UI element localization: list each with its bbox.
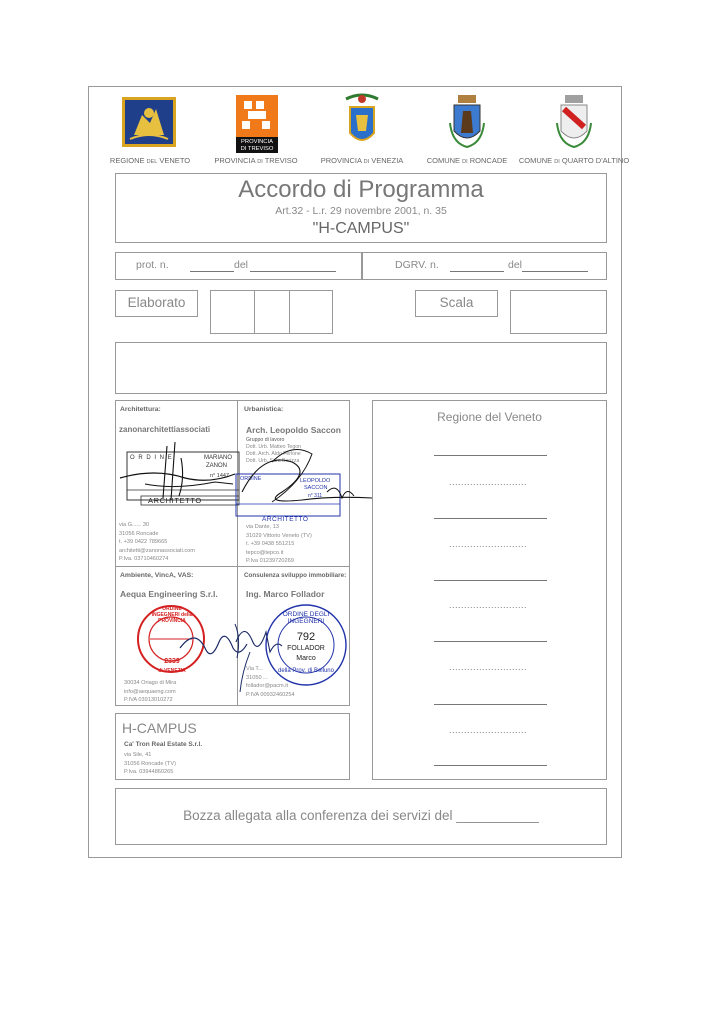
credits-horizontal-divider: [115, 566, 350, 567]
ambiente-stamp-text: di VENEZIA: [158, 668, 186, 674]
prot-date-field[interactable]: [250, 271, 336, 272]
urbanistica-firm: Arch. Leopoldo Saccon: [246, 425, 341, 435]
provincia-venezia-logo: [340, 93, 384, 153]
approval-line: [434, 455, 547, 456]
consulenza-firm: Ing. Marco Follador: [246, 589, 325, 599]
page-title: Accordo di Programma: [238, 176, 484, 203]
elaborato-divider: [254, 290, 255, 334]
consulenza-stamp-text: della Prov. di Belluno: [278, 668, 334, 674]
approval-line: [434, 518, 547, 519]
consulenza-heading: Consulenza sviluppo immobiliare:: [244, 572, 347, 579]
urbanistica-address: via Dante, 13 31029 Vittorio Veneto (TV) t. +39 0438 551215 tepco@tepco.it P.Iva 01239720269: [246, 524, 312, 565]
consulenza-stamp-text: Marco: [296, 655, 316, 662]
elaborato-divider: [289, 290, 290, 334]
architettura-address: via G...... 30 31056 Roncade t. +39 0422 789665 architetti@zanonassociati.com P.Iva. 03710460274: [119, 522, 195, 563]
approval-dots: ..........................: [449, 600, 528, 610]
description-box: [115, 342, 607, 394]
approval-line: [434, 641, 547, 642]
urbanistica-team: Gruppo di lavoro Dott. Urb. Matteo Tegon Dott. Arch. Aldo Ferlone Dott. Urb. Sara Barizza: [246, 437, 301, 464]
dgrv-label: DGRV. n.: [395, 259, 439, 271]
approval-dots: ..........................: [449, 662, 528, 672]
approval-line: [434, 765, 547, 766]
approval-dots: ..........................: [449, 477, 528, 487]
consulenza-stamp-text: 792: [296, 631, 316, 643]
ambiente-heading: Ambiente, VincA, VAS:: [120, 572, 194, 579]
provincia-venezia-caption: PROVINCIA DI VENEZIA: [320, 156, 404, 165]
regione-veneto-caption: REGIONE DEL VENETO: [109, 156, 191, 165]
footer-text: Bozza allegata alla conferenza dei servizi del ___________: [183, 808, 539, 823]
regione-veneto-logo: [120, 95, 178, 151]
approval-line: [434, 704, 547, 705]
architettura-stamp-text: O R D I N E: [130, 455, 173, 461]
elaborato-code-box: [210, 290, 333, 334]
treviso-badge-text: PROVINCIA DI TREVISO: [240, 139, 274, 152]
saccon-signature: [232, 442, 382, 522]
dgrv-date-field[interactable]: [522, 271, 588, 272]
urbanistica-heading: Urbanistica:: [244, 406, 284, 413]
approval-line: [434, 580, 547, 581]
client-title: H-CAMPUS: [122, 720, 197, 736]
architettura-firm: zanonarchitettiassociati: [119, 425, 211, 434]
ambiente-address: 30034 Oriago di Mira info@aequaeng.com P.IVA 03913010272: [124, 680, 177, 704]
consulenza-stamp-text: FOLLADOR: [287, 645, 325, 652]
urbanistica-stamp-text: ARCHITETTO: [262, 516, 309, 523]
urbanistica-stamp-text: SACCON: [304, 485, 328, 491]
scala-value-box: [510, 290, 607, 334]
project-name: "H-CAMPUS": [312, 220, 410, 237]
urbanistica-stamp-text: LEOPOLDO: [300, 478, 331, 484]
architettura-stamp-text: ARCHITETTO: [148, 496, 202, 505]
regione-title: Regione del Veneto: [437, 410, 542, 424]
scala-label: Scala: [415, 290, 498, 317]
consulenza-address: Via T... 31050 ... follador@pacm.it P.IVA 00932460254: [246, 666, 295, 698]
consulenza-stamp-text: ORDINE DEGLI INGEGNERI: [282, 611, 330, 625]
client-address: via Sile, 41 31056 Roncade (TV) P.Iva. 03944860265: [124, 752, 176, 776]
prot-label: prot. n.: [136, 259, 169, 271]
law-reference: Art.32 - L.r. 29 novembre 2001, n. 35: [275, 205, 447, 217]
prot-number-field[interactable]: [190, 271, 234, 272]
comune-quarto-altino-logo: [552, 93, 596, 153]
elaborato-label: Elaborato: [115, 290, 198, 317]
regione-approval-box: [372, 400, 607, 780]
comune-roncade-logo: [446, 93, 488, 153]
architettura-heading: Architettura:: [120, 406, 161, 413]
dgrv-del-label: del: [508, 259, 523, 271]
approval-dots: ..........................: [449, 539, 528, 549]
architettura-stamp-text: n° 1447: [210, 473, 230, 479]
comune-quarto-altino-caption: COMUNE DI QUARTO D'ALTINO: [518, 156, 630, 165]
provincia-treviso-caption: PROVINCIA DI TREVISO: [214, 156, 298, 165]
dgrv-number-field[interactable]: [450, 271, 504, 272]
ambiente-stamp-text: ORDINE INGEGNERI della PROVINCIA: [151, 606, 193, 624]
client-company: Ca' Tron Real Estate S.r.l.: [124, 741, 203, 748]
prot-del-label: del: [234, 259, 249, 271]
ambiente-stamp-text: 2339: [164, 658, 180, 665]
urbanistica-stamp-text: n° 311: [308, 493, 323, 499]
urbanistica-stamp-text: ORDINE: [240, 476, 262, 482]
comune-roncade-caption: COMUNE DI RONCADE: [426, 156, 508, 165]
zanon-signature: [115, 438, 240, 508]
approval-dots: ..........................: [449, 725, 528, 735]
architettura-stamp-text: ZANON: [206, 463, 227, 469]
architettura-stamp-text: MARIANO: [204, 455, 233, 461]
ambiente-firm: Aequa Engineering S.r.l.: [120, 589, 218, 599]
